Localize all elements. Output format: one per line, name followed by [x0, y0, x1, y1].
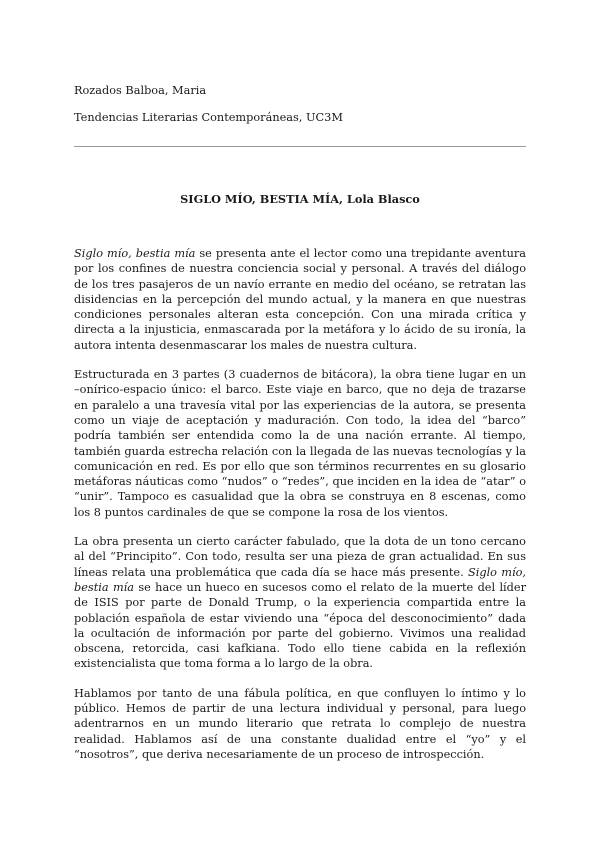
paragraph-text: Hablamos por tanto de una fábula política, en que confluyen lo íntimo y lo público. Hemos de partir de una lectura individual y personal, para luego adentrarnos en un mundo literario que retrata lo complejo de nuestra realidad. Hablamos así de una constante dualidad entre el “yo” y el “nosotros”, que deriva necesariamente de un proceso de introspección. [74, 686, 526, 761]
author-name: Rozados Balboa, Maria [74, 84, 207, 97]
paragraph-text: se hace un hueco en sucesos como el relato de la muerte del líder de ISIS por parte de Donald Trump, o la experiencia compartida entre la población española de estar viviendo una “época del desconocimiento” dada la ocultación de información por parte del gobierno. Vivimos una realidad obscena, retorcida, casi kafkiana. Todo ello tiene cabida en la reflexión existencialista que toma forma a lo largo de la obra. [74, 580, 526, 671]
paragraph-text: Estructurada en 3 partes (3 cuadernos de bitácora), la obra tiene lugar en un –onírico-espacio único: el barco. Este viaje en barco, que no deja de trazarse en paralelo a una travesía vital por las experiencias de la autora, se presenta como un viaje de aceptación y maduración. Con todo, la idea del “barco” podría también ser entendida como la de una nación errante. Al tiempo, también guarda estrecha relación con la llegada de las nuevas tecnologías y la comunicación en red. Es por ello que son términos recurrentes en su glosario metáforas náuticas como “nudos” o “redes”, que inciden en la idea de “atar” o “unir”. Tampoco es casualidad que la obra se construya en 8 escenas, como los 8 puntos cardinales de que se compone la rosa de los vientos. [74, 368, 526, 519]
document-body [74, 246, 526, 762]
paragraph-text: La obra presenta un cierto carácter fabulado, que la dota de un tono cercano al del “Principito”. Con todo, resulta ser una pieza de gran actualidad. En sus líneas relata una problemática que cada día se hace más presente. [74, 535, 526, 579]
paragraph-3 [74, 534, 526, 672]
paragraph-1 [74, 246, 526, 353]
italic-work-title: Siglo mío, bestia mía [74, 565, 526, 594]
paragraph-4 [74, 686, 526, 762]
paragraph-2 [74, 367, 526, 520]
paragraph-text: se presenta ante el lector como una trepidante aventura por los confines de nuestra conciencia social y personal. A través del diálogo de los tres pasajeros de un navío errante en medio del océano, se retratan las disidencias en la percepción del mundo actual, y la manera en que nuestras condiciones personales alteran esta concepción. Con una mirada crítica y directa a la injusticia, enmascarada por la metáfora y lo ácido de su ironía, la autora intenta desenmascarar los males de nuestra cultura. [74, 247, 526, 352]
italic-work-title: Siglo mío, bestia mía [74, 247, 196, 260]
header-divider [74, 146, 526, 147]
course-name: Tendencias Literarias Contemporáneas, UC3M [74, 111, 343, 124]
document-title: SIGLO MÍO, BESTIA MÍA, Lola Blasco [180, 192, 420, 206]
